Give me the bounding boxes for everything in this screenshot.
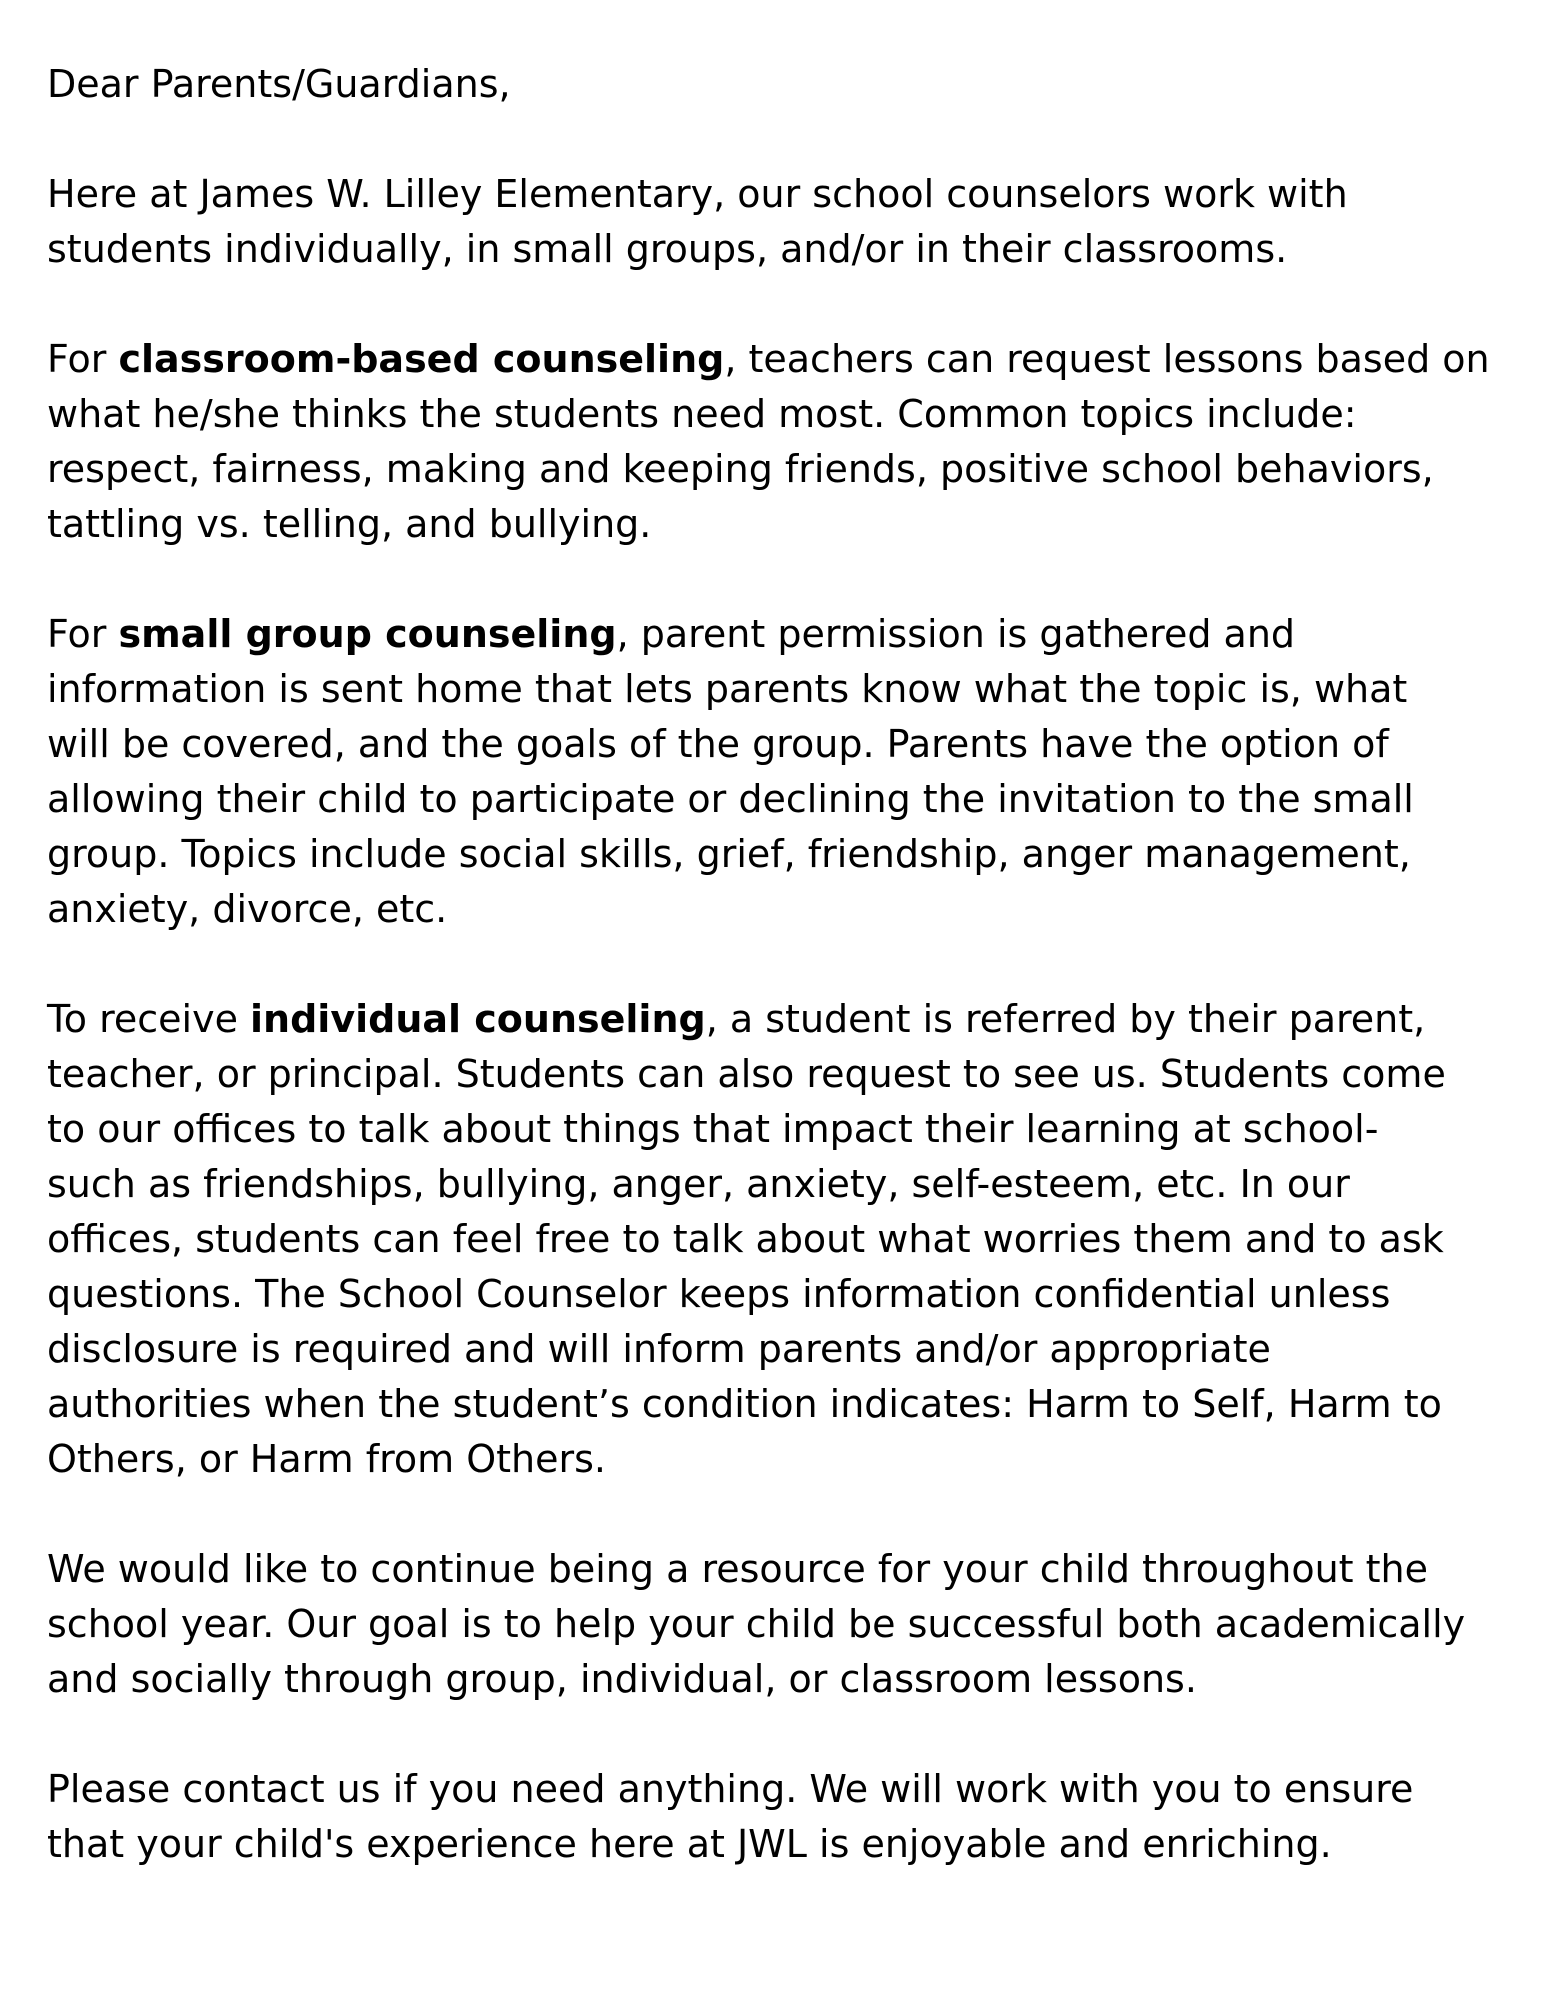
individual-line: authorities when the student’s condition indicates: Harm to Self, Harm to — [47, 1382, 1442, 1426]
classroom-line: what he/she thinks the students need most. Common topics include: — [47, 392, 1357, 436]
intro-paragraph — [47, 167, 1517, 277]
individual-counseling-heading: individual counseling — [250, 997, 706, 1041]
individual-line: Others, or Harm from Others. — [47, 1437, 606, 1481]
individual-line: teacher, or principal. Students can also request to see us. Students come — [47, 1052, 1446, 1096]
small-group-line: will be covered, and the goals of the group. Parents have the option of — [47, 722, 1389, 766]
small-group-line: allowing their child to participate or declining the invitation to the small — [47, 777, 1414, 821]
individual-line: such as friendships, bullying, anger, anxiety, self-esteem, etc. In our — [47, 1162, 1350, 1206]
small-group-line1-rest: , parent permission is gathered and — [616, 612, 1296, 656]
individual-line: to our offices to talk about things that impact their learning at school- — [47, 1107, 1379, 1151]
small-group-line: group. Topics include social skills, grief, friendship, anger management, — [47, 832, 1411, 876]
individual-first-line — [47, 992, 1517, 1047]
small-group-first-line — [47, 607, 1517, 662]
classroom-counseling-first-line — [47, 332, 1517, 387]
intro-line: Here at James W. Lilley Elementary, our school counselors work with — [47, 172, 1348, 216]
resource-line: and socially through group, individual, or classroom lessons. — [47, 1657, 1197, 1701]
resource-paragraph — [47, 1542, 1517, 1707]
greeting: Dear Parents/Guardians, — [47, 62, 511, 106]
small-group-line: information is sent home that lets parents know what the topic is, what — [47, 667, 1408, 711]
individual-prefix: To receive — [47, 997, 251, 1041]
small-group-line: anxiety, divorce, etc. — [47, 887, 448, 931]
individual-line1-rest: , a student is referred by their parent, — [705, 997, 1426, 1041]
individual-line: offices, students can feel free to talk about what worries them and to ask — [47, 1217, 1444, 1261]
individual-line: questions. The School Counselor keeps information confidential unless — [47, 1272, 1391, 1316]
classroom-prefix: For — [47, 337, 119, 381]
classroom-counseling-heading: classroom-based counseling — [118, 337, 725, 381]
classroom-counseling-paragraph — [47, 332, 1517, 552]
closing-line: that your child's experience here at JWL is enjoyable and enriching. — [47, 1822, 1332, 1866]
letter-body — [47, 57, 1517, 1872]
greeting-paragraph — [47, 57, 1517, 112]
small-group-counseling-heading: small group counseling — [118, 612, 617, 656]
resource-line: school year. Our goal is to help your child be successful both academically — [47, 1602, 1466, 1646]
small-group-counseling-paragraph — [47, 607, 1517, 937]
closing-paragraph — [47, 1762, 1517, 1872]
classroom-line: tattling vs. telling, and bullying. — [47, 502, 652, 546]
closing-line: Please contact us if you need anything. We will work with you to ensure — [47, 1767, 1414, 1811]
individual-line: disclosure is required and will inform parents and/or appropriate — [47, 1327, 1271, 1371]
intro-line: students individually, in small groups, and/or in their classrooms. — [47, 227, 1288, 271]
classroom-line: respect, fairness, making and keeping friends, positive school behaviors, — [47, 447, 1434, 491]
individual-counseling-paragraph — [47, 992, 1517, 1487]
resource-line: We would like to continue being a resource for your child throughout the — [47, 1547, 1429, 1591]
classroom-line1-rest: , teachers can request lessons based on — [724, 337, 1490, 381]
small-group-prefix: For — [47, 612, 119, 656]
